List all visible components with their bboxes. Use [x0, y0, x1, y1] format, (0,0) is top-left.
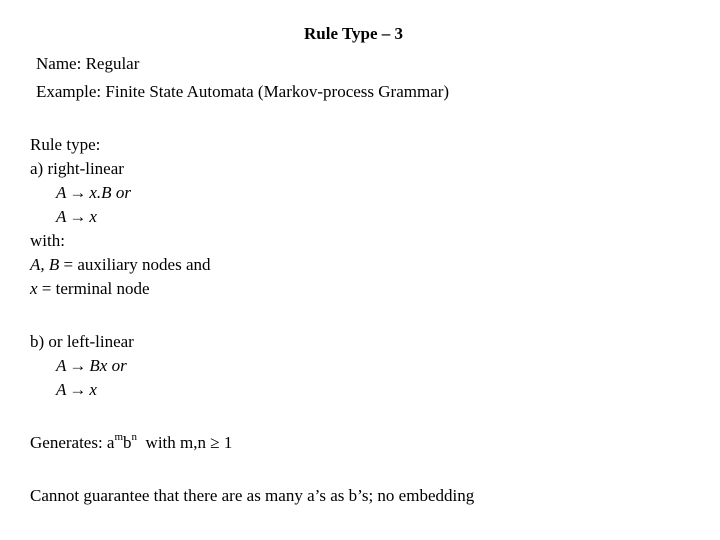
page-title: Rule Type – 3 — [304, 24, 404, 43]
part-b-rule-2 — [56, 380, 97, 400]
arrow-icon: → — [69, 356, 87, 375]
rule-lhs: A — [56, 380, 67, 399]
generates-mid: b — [123, 433, 132, 452]
definition-var: x — [30, 279, 38, 298]
part-b-rule-1 — [56, 356, 127, 376]
rule-rhs: Bx — [89, 356, 108, 375]
definition-vars: A, B — [30, 255, 60, 274]
arrow-icon: → — [69, 183, 87, 202]
rule-lhs: A — [56, 207, 67, 226]
part-a-heading: a) right-linear — [30, 159, 124, 178]
rule-rhs: x.B — [89, 183, 112, 202]
exponent-m: m — [114, 431, 124, 444]
rule-suffix: or — [111, 356, 127, 375]
with-label: with: — [30, 231, 65, 250]
definition-text: = auxiliary nodes and — [59, 255, 211, 274]
arrow-icon: → — [69, 380, 87, 399]
generates-prefix: Generates: a — [30, 433, 115, 452]
generates-line — [30, 433, 232, 453]
rule-type-label: Rule type: — [30, 135, 101, 154]
definition-terminal — [30, 279, 150, 299]
rule-rhs: x — [89, 380, 97, 399]
generates-suffix: with m,n ≥ 1 — [137, 433, 233, 452]
rule-suffix: or — [115, 183, 131, 202]
part-a-rule-2 — [56, 207, 97, 227]
part-b-heading: b) or left-linear — [30, 332, 134, 351]
conclusion-line: Cannot guarantee that there are as many a’s as b’s; no embedding — [30, 486, 475, 505]
arrow-icon: → — [69, 207, 87, 226]
exponent-n: n — [131, 431, 138, 444]
definition-auxiliary — [30, 255, 211, 275]
rule-lhs: A — [56, 183, 67, 202]
rule-rhs: x — [89, 207, 97, 226]
example-line: Example: Finite State Automata (Markov-process Grammar) — [36, 82, 450, 101]
rule-lhs: A — [56, 356, 67, 375]
part-a-rule-1 — [56, 183, 131, 203]
name-line: Name: Regular — [36, 54, 140, 73]
definition-text: = terminal node — [37, 279, 150, 298]
